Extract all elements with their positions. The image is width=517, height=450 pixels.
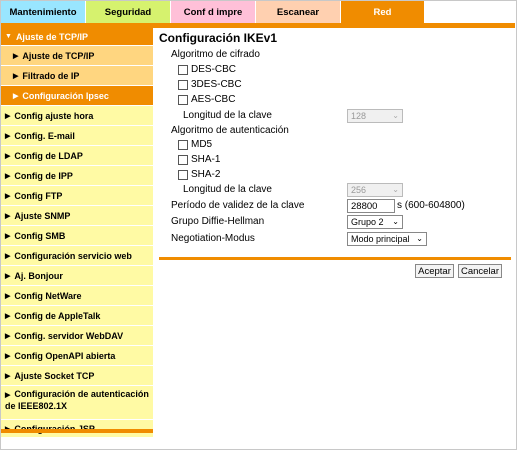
cancel-button[interactable]: Cancelar [458, 264, 502, 278]
sidebar-item-label: Ajuste SNMP [14, 210, 71, 221]
validity-label: Período de validez de la clave [171, 200, 305, 211]
checkbox-aes-cbc-label: AES-CBC [191, 94, 236, 105]
sidebar-item-config-smb[interactable] [1, 226, 153, 246]
triangle-right-icon: ▶ [5, 392, 11, 399]
sidebar [1, 28, 153, 438]
validity-input[interactable] [347, 199, 395, 213]
triangle-right-icon: ▶ [5, 192, 11, 200]
sidebar-item-config-openapi[interactable] [1, 346, 153, 366]
triangle-right-icon: ▶ [5, 212, 11, 220]
tab-seguridad[interactable]: Seguridad [86, 1, 171, 23]
sidebar-item-config-email[interactable] [1, 126, 153, 146]
dh-label: Grupo Diffie-Hellman [171, 216, 265, 227]
chevron-down-icon: ⌄ [392, 217, 399, 226]
tab-conf-impre[interactable]: Conf d impre [171, 1, 256, 23]
checkbox-3des-cbc-label: 3DES-CBC [191, 79, 242, 90]
page-title: Configuración IKEv1 [159, 31, 278, 45]
sidebar-item-aj-bonjour[interactable] [1, 266, 153, 286]
chevron-down-icon: ⌄ [392, 185, 399, 194]
validity-value: 28800 [351, 200, 378, 212]
top-tab-bar [1, 1, 515, 23]
triangle-right-icon: ▶ [5, 132, 11, 140]
sidebar-item-ajuste-snmp[interactable] [1, 206, 153, 226]
sidebar-item-label: Configuración de autenticación de IEEE802.1X [5, 389, 149, 411]
chevron-down-icon: ⌄ [416, 234, 423, 243]
sidebar-item-config-appletalk[interactable] [1, 306, 153, 326]
chevron-down-icon: ⌄ [392, 111, 399, 120]
sidebar-item-label: Ajuste de TCP/IP [15, 31, 88, 42]
negotiation-mode-value: Modo principal [351, 234, 410, 244]
tab-escanear[interactable]: Escanear [256, 1, 341, 23]
triangle-right-icon: ▶ [5, 112, 11, 120]
sidebar-item-label: Config. servidor WebDAV [14, 330, 124, 341]
checkbox-sha2[interactable] [178, 170, 188, 180]
auth-key-length-value: 256 [351, 185, 367, 195]
sidebar-item-label: Config SMB [14, 230, 66, 241]
sidebar-item-label: Config NetWare [14, 290, 82, 301]
tab-mantenimiento[interactable]: Mantenimiento [1, 1, 86, 23]
negotiation-label: Negotiation-Modus [171, 233, 255, 244]
cipher-key-length-select[interactable] [347, 109, 403, 123]
triangle-right-icon: ▶ [5, 232, 11, 240]
sidebar-item-configuracion-ipsec[interactable] [1, 86, 153, 106]
cipher-key-length-label: Longitud de la clave [183, 110, 272, 121]
checkbox-aes-cbc[interactable] [178, 95, 188, 105]
sidebar-item-ieee8021x[interactable] [1, 386, 153, 420]
sidebar-item-label: Config ajuste hora [14, 110, 94, 121]
sidebar-item-label: Aj. Bonjour [14, 270, 63, 281]
dh-group-select[interactable] [347, 215, 403, 229]
sidebar-item-configuracion-servicio-web[interactable] [1, 246, 153, 266]
triangle-right-icon: ▶ [5, 352, 11, 360]
cipher-heading: Algoritmo de cifrado [171, 49, 260, 60]
triangle-right-icon: ▶ [5, 252, 11, 260]
sidebar-item-ajuste-tcpip[interactable] [1, 46, 153, 66]
sidebar-item-config-netware[interactable] [1, 286, 153, 306]
tab-bar-filler [425, 1, 515, 23]
sidebar-item-label: Configuración Ipsec [22, 90, 109, 101]
validity-unit: s (600-604800) [397, 200, 465, 211]
sidebar-item-config-ipp[interactable] [1, 166, 153, 186]
sidebar-item-label: Config OpenAPI abierta [14, 350, 116, 361]
triangle-right-icon: ▶ [13, 72, 19, 80]
triangle-right-icon: ▶ [5, 292, 11, 300]
sidebar-item-label: Config de LDAP [14, 150, 83, 161]
auth-key-length-select[interactable] [347, 183, 403, 197]
negotiation-mode-select[interactable] [347, 232, 427, 246]
triangle-right-icon: ▶ [13, 92, 19, 100]
sidebar-item-label: Ajuste de TCP/IP [22, 50, 95, 61]
checkbox-des-cbc[interactable] [178, 65, 188, 75]
sidebar-item-label: Ajuste Socket TCP [14, 370, 95, 381]
triangle-right-icon: ▶ [13, 52, 19, 60]
checkbox-3des-cbc[interactable] [178, 80, 188, 90]
accept-button[interactable]: Aceptar [415, 264, 454, 278]
triangle-right-icon: ▶ [5, 152, 11, 160]
sidebar-item-label: Config de IPP [14, 170, 73, 181]
checkbox-sha2-label: SHA-2 [191, 169, 221, 180]
checkbox-md5-label: MD5 [191, 139, 213, 150]
sidebar-item-ajuste-socket-tcp[interactable] [1, 366, 153, 386]
sidebar-item-ajuste-tcpip-section[interactable] [1, 28, 153, 46]
sidebar-item-label: Config. E-mail [14, 130, 75, 141]
checkbox-des-cbc-label: DES-CBC [191, 64, 237, 75]
sidebar-bottom-strip [1, 429, 153, 433]
triangle-right-icon: ▶ [5, 172, 11, 180]
auth-key-length-label: Longitud de la clave [183, 184, 272, 195]
dh-group-value: Grupo 2 [351, 217, 384, 227]
triangle-right-icon: ▶ [5, 312, 11, 320]
sidebar-item-label: Configuración servicio web [14, 250, 132, 261]
triangle-down-icon: ▼ [5, 33, 12, 40]
triangle-right-icon: ▶ [5, 332, 11, 340]
cipher-key-length-value: 128 [351, 111, 367, 121]
triangle-right-icon: ▶ [5, 272, 11, 280]
sidebar-item-config-servidor-webdav[interactable] [1, 326, 153, 346]
sidebar-item-config-ftp[interactable] [1, 186, 153, 206]
sidebar-item-label: Config de AppleTalk [14, 310, 101, 321]
sidebar-item-config-ldap[interactable] [1, 146, 153, 166]
checkbox-sha1[interactable] [178, 155, 188, 165]
tab-red[interactable]: Red [341, 1, 425, 23]
checkbox-sha1-label: SHA-1 [191, 154, 221, 165]
sidebar-item-label: Config FTP [14, 190, 63, 201]
checkbox-md5[interactable] [178, 140, 188, 150]
content-divider [159, 257, 511, 260]
sidebar-item-label: Filtrado de IP [22, 70, 80, 81]
triangle-right-icon: ▶ [5, 372, 11, 380]
sidebar-item-config-ajuste-hora[interactable] [1, 106, 153, 126]
sidebar-item-filtrado-ip[interactable] [1, 66, 153, 86]
auth-heading: Algoritmo de autenticación [171, 125, 289, 136]
